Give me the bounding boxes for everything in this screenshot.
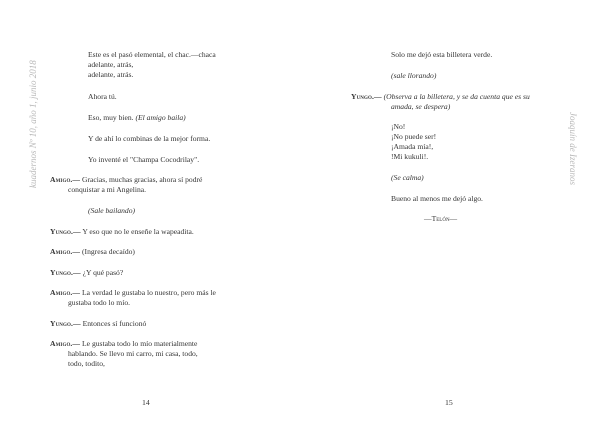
dialogue-line: ¡No puede ser! [391,132,437,141]
dialogue-line: !Mi kukuli!. [391,152,429,161]
speaker-name: Amigo.— [50,288,81,297]
stage-direction: (El amigo baila) [135,113,186,122]
page-number: 15 [445,398,453,407]
dialogue-line: Yo inventé el "Champa Cocodrilay". [88,155,200,164]
dialogue-text: Entonces sí funcionó [82,319,147,328]
page-number: 14 [142,398,150,407]
dialogue-line: hablando. Se llevo mi carro, mi casa, todo, [68,349,198,358]
dialogue-line: gustaba todo lo mío. [68,298,131,307]
stage-direction: (Sale bailando) [88,206,136,215]
dialogue-text: ¿Y qué pasó? [82,268,124,277]
dialogue-text: Le gustaba todo lo mío materialmente [82,339,198,348]
right-page [300,0,600,425]
dialogue-line: conquistar a mi Angelina. [68,185,147,194]
dialogue-line [50,175,202,185]
dialogue-line [50,247,135,257]
dialogue-line: adelante, atrás, [88,60,134,69]
speaker-name: Amigo.— [50,247,81,256]
dialogue-line: Ahora tú. [88,92,117,101]
speaker-name: Yungo.— [50,268,81,277]
dialogue-line: ¡Amada mía!, [391,142,434,151]
stage-direction: amada, se despera) [391,102,451,111]
dialogue-line [50,319,146,329]
speaker-name: Yungo.— [50,227,81,236]
dialogue-text: La verdad le gustaba lo nuestro, pero más le [82,288,216,297]
dialogue-line [50,288,216,298]
dialogue-text: Eso, muy bien. [88,113,136,122]
dialogue-text: Y eso que no le enseñe la wapeadita. [82,227,194,236]
dialogue-line [50,227,194,237]
speaker-name: Amigo.— [50,175,81,184]
stage-direction: (Se calma) [391,173,424,182]
stage-direction: (sale llorando) [391,71,437,80]
running-side-note: Joaquín de Izeranos [568,112,578,185]
dialogue-line: Este es el pasó elemental, el chac.—chaca [88,50,216,59]
curtain-line: —Telón— [424,214,458,223]
speaker-name: Yungo.— [351,92,382,101]
speaker-name: Amigo.— [50,339,81,348]
dialogue-line [351,92,530,102]
dialogue-line: Y de ahí lo combinas de la mejor forma. [88,134,211,143]
dialogue-line: todo, todito, [68,359,105,368]
dialogue-line [50,339,197,349]
running-side-note: kuadernos Nº 10, año 1, junio 2018 [28,60,38,188]
stage-direction: (Observa a la billetera, y se da cuenta que es su [383,92,530,101]
dialogue-line: adelante, atrás. [88,70,134,79]
speaker-name: Yungo.— [50,319,81,328]
dialogue-text: (Ingresa decaído) [82,247,135,256]
dialogue-line: Solo me dejó esta billetera verde. [391,50,493,59]
dialogue-line: Bueno al menos me dejó algo. [391,194,483,203]
dialogue-text: Gracias, muchas gracias, ahora sí podré [82,175,203,184]
dialogue-line [88,113,186,123]
dialogue-line [50,268,123,278]
dialogue-line: ¡No! [391,122,406,131]
